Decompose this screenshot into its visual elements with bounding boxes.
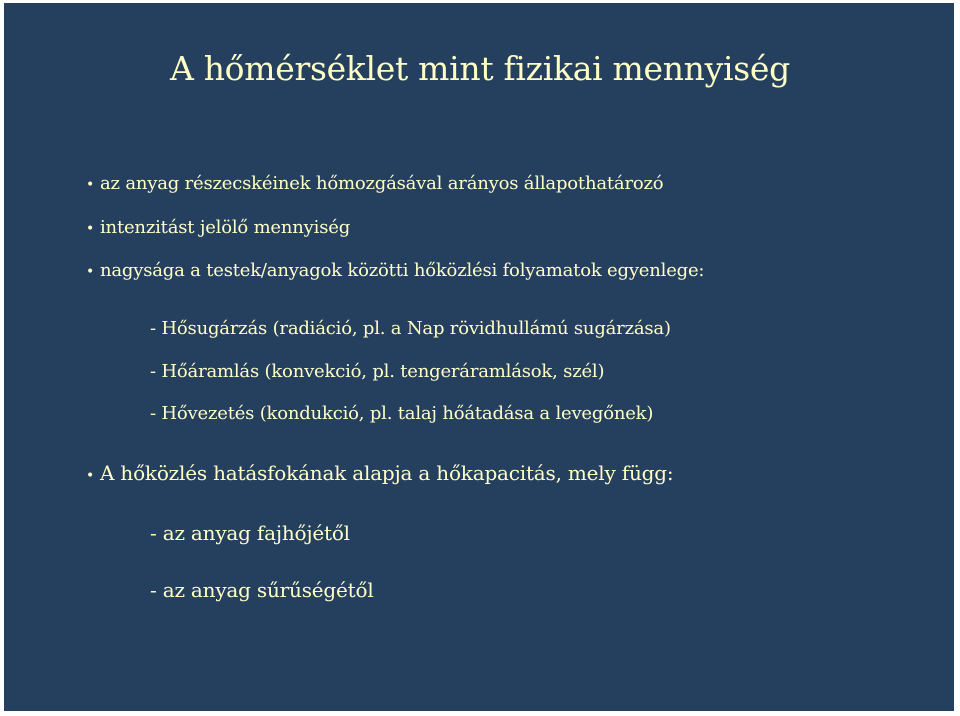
bullet-text: az anyag részecskéinek hőmozgásával arányos állapothatározó — [100, 173, 664, 194]
slide-title: A hőmérséklet mint fizikai mennyiség — [170, 49, 790, 88]
bullet-icon: • — [86, 264, 95, 280]
bullet-icon: • — [86, 221, 95, 237]
bullet-item — [86, 173, 663, 195]
sub-item-convection: - Hőáramlás (konvekció, pl. tengeráramlások, szél) — [150, 361, 605, 382]
bullet-item — [86, 260, 704, 282]
bullet-text: nagysága a testek/anyagok közötti hőközlési folyamatok egyenlege: — [100, 260, 705, 281]
sub-item-specific-heat: - az anyag fajhőjétől — [150, 521, 350, 545]
bullet-icon: • — [86, 177, 95, 193]
slide — [4, 3, 954, 711]
sub-item-conduction: - Hővezetés (kondukció, pl. talaj hőátadása a levegőnek) — [150, 403, 654, 424]
sub-item-density: - az anyag sűrűségétől — [150, 578, 374, 602]
bullet-text: intenzitást jelölő mennyiség — [100, 217, 351, 238]
bullet-icon: • — [86, 468, 95, 484]
sub-item-radiation: - Hősugárzás (radiáció, pl. a Nap rövidhullámú sugárzása) — [150, 318, 671, 339]
bullet-item-heat-capacity — [86, 461, 673, 485]
bullet-item — [86, 217, 350, 239]
bullet-text: A hőközlés hatásfokának alapja a hőkapacitás, mely függ: — [100, 461, 674, 485]
